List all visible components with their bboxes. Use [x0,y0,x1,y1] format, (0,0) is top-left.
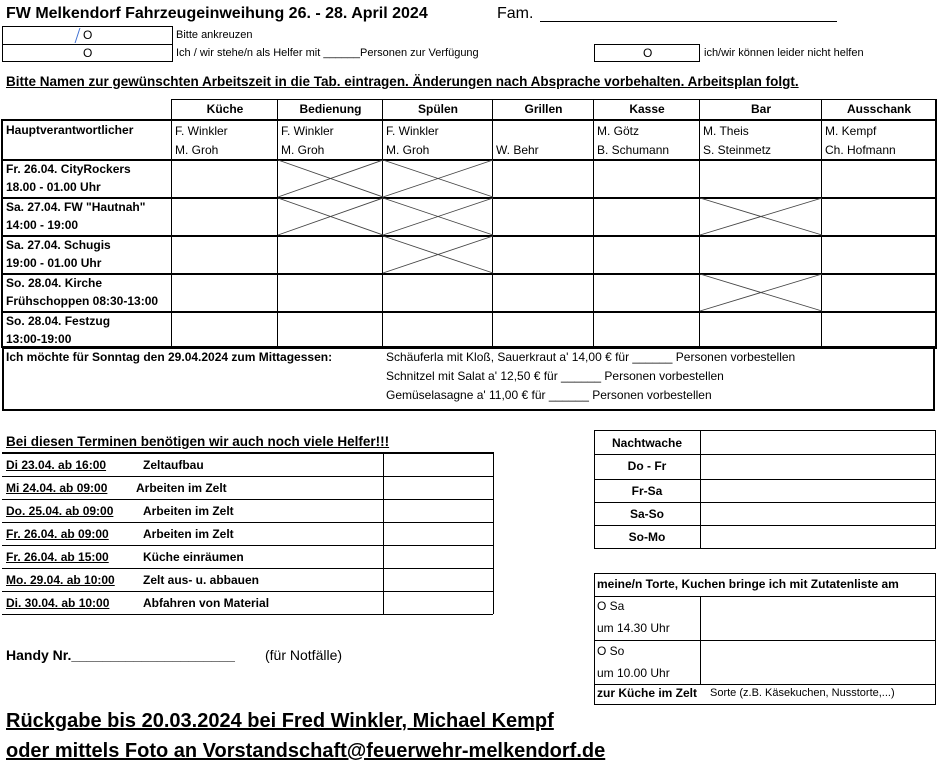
shift-label: Fr. 26.04. CityRockers [6,162,131,176]
torte-heading: meine/n Torte, Kuchen bringe ich mit Zutatenliste am [597,577,899,591]
termine-name-cell[interactable] [384,569,492,590]
shift-cell[interactable] [494,199,593,235]
termine-vline [493,453,494,614]
haupt-name: S. Steinmetz [703,143,772,157]
checkbox-helfer[interactable]: O [83,28,93,42]
shift-cell[interactable] [279,275,382,311]
haupt-name: Ch. Hofmann [825,143,896,157]
column-header: Spülen [417,102,458,116]
shift-cell[interactable] [595,313,699,347]
termine-date: Mi 24.04. ab 09:00 [6,481,108,495]
shift-cell[interactable] [494,161,593,197]
crossed-out-cell [383,198,493,235]
shift-cell[interactable] [494,237,593,273]
shift-cell[interactable] [595,275,699,311]
fam-label: Fam. [497,5,534,22]
torte-kueche-label: zur Küche im Zelt [597,686,698,700]
text-cursor [75,28,81,43]
torte-so-checkbox[interactable]: O So [597,644,625,658]
column-header: Bar [750,102,771,116]
termine-vline [383,453,384,614]
bitte-ankreuzen-label: Bitte ankreuzen [176,29,253,41]
termine-row [2,568,383,591]
shift-label: So. 28.04. Festzug [6,314,111,328]
nachtwache-row-label: Do - Fr [627,459,667,473]
shift-cell[interactable] [173,161,277,197]
shift-cell[interactable] [279,313,382,347]
shift-cell[interactable] [823,161,935,197]
haupt-name: B. Schumann [597,143,670,157]
table-hline [172,99,937,100]
shift-cell[interactable] [823,199,935,235]
shift-cell[interactable] [384,313,492,347]
helfer-personen-text: Ich / wir stehe/n als Helfer mit ______Personen zur Verfügung [176,47,479,59]
checkbox-helfer-personen[interactable]: O [83,46,93,60]
haupt-name: F. Winkler [175,124,228,138]
shift-cell[interactable] [494,313,593,347]
shift-label: So. 28.04. Kirche [6,276,103,290]
shift-cell[interactable] [279,237,382,273]
termine-name-cell[interactable] [384,454,492,475]
checkbox-nicht-helfen-cell[interactable] [594,44,700,62]
checkbox-nicht-helfen[interactable]: O [643,46,653,60]
shift-time: 13:00-19:00 [6,332,72,346]
haupt-name: M. Groh [386,143,430,157]
table-vline [1,119,3,348]
termine-name-cell[interactable] [384,500,492,521]
table-hline [2,119,937,121]
nachtwache-row-label: So-Mo [628,530,666,544]
termine-date: Di. 30.04. ab 10:00 [6,596,110,610]
shift-time: 18.00 - 01.00 Uhr [6,180,101,194]
mittagessen-label: Ich möchte für Sonntag den 29.04.2024 zum Mittagessen: [6,350,333,364]
column-header: Bedienung [299,102,362,116]
footer-line-2: oder mittels Foto an Vorstandschaft@feuerwehr-melkendorf.de [6,740,606,762]
shift-time: 19:00 - 01.00 Uhr [6,256,102,270]
haupt-name: F. Winkler [386,124,439,138]
crossed-out-cell [383,236,493,273]
haupt-name: M. Groh [175,143,219,157]
column-header: Grillen [524,102,563,116]
footer-line-1: Rückgabe bis 20.03.2024 bei Fred Winkler, Michael Kempf [6,710,554,732]
shift-cell[interactable] [173,199,277,235]
shift-label: Sa. 27.04. FW "Hautnah" [6,200,146,214]
shift-cell[interactable] [595,161,699,197]
handy-label [6,646,235,664]
haupt-name: M. Götz [597,124,640,138]
nachtwache-row-label: Sa-So [629,507,664,521]
checkbox-nicht-helfen-row-cell[interactable] [2,44,173,62]
shift-cell[interactable] [173,313,277,347]
shift-cell[interactable] [595,237,699,273]
termine-task: Zelt aus- u. abbauen [143,573,260,587]
haupt-name: M. Groh [281,143,325,157]
termine-date: Do. 25.04. ab 09:00 [6,504,114,518]
termine-date: Di 23.04. ab 16:00 [6,458,107,472]
nachtwache-row-label: Fr-Sa [631,484,663,498]
termine-name-cell[interactable] [384,523,492,544]
termine-task: Zeltaufbau [143,458,204,472]
shift-cell[interactable] [173,275,277,311]
nachtwache-header-cell [701,431,934,453]
torte-sorte-hint: Sorte (z.B. Käsekuchen, Nusstorte,...) [710,687,895,699]
termine-task: Arbeiten im Zelt [143,527,234,541]
shift-cell[interactable] [701,161,821,197]
crossed-out-cell [278,160,383,197]
table-vline [935,99,937,348]
checkbox-helfer-cell[interactable] [2,26,173,45]
crossed-out-cell [383,160,493,197]
termine-bottom-line [2,614,493,615]
termine-name-cell[interactable] [384,592,492,613]
termine-task: Arbeiten im Zelt [136,481,227,495]
termine-row [2,545,383,568]
crossed-out-cell [278,198,383,235]
helfer-heading: Bei diesen Terminen benötigen wir auch noch viele Helfer!!! [6,434,390,449]
handy-blank[interactable]: _____________________ [71,647,235,663]
termine-row [2,453,383,476]
shift-cell[interactable] [701,237,821,273]
nachtwache-name-cell[interactable] [701,455,934,478]
shift-time: 14:00 - 19:00 [6,218,79,232]
torte-sa-cell[interactable] [701,597,934,639]
termine-row [2,591,383,614]
shift-cell[interactable] [595,199,699,235]
torte-so-cell[interactable] [701,641,934,683]
table-vline [593,99,594,348]
instruction-text: Bitte Namen zur gewünschten Arbeitszeit in die Tab. eintragen. Änderungen nach Absprache vorbehalten. Arbeitsplan folgt. [6,74,799,89]
termine-task: Abfahren von Material [143,596,270,610]
fam-name-field[interactable] [540,2,837,22]
nachtwache-name-cell[interactable] [701,526,934,547]
termine-date: Fr. 26.04. ab 09:00 [6,527,109,541]
shift-time: Frühschoppen 08:30-13:00 [6,294,159,308]
column-header: Ausschank [846,102,912,116]
termine-row [2,476,383,499]
haupt-name: M. Kempf [825,124,877,138]
crossed-out-cell [700,274,822,311]
mittagessen-option-1[interactable]: Schäuferla mit Kloß, Sauerkraut a' 14,00 € für ______ Personen vorbestellen [386,350,796,364]
torte-sa-checkbox[interactable]: O Sa [597,599,625,613]
haupt-name: M. Theis [703,124,749,138]
shift-cell[interactable] [823,313,935,347]
termine-date: Mo. 29.04. ab 10:00 [6,573,115,587]
shift-cell[interactable] [384,275,492,311]
page-title: FW Melkendorf Fahrzeugeinweihung 26. - 28. April 2024 [6,5,428,22]
crossed-out-cell [700,198,822,235]
mittagessen-option-3[interactable]: Gemüselasagne a' 11,00 € für ______ Personen vorbestellen [386,388,712,402]
termine-name-cell[interactable] [384,477,492,498]
nicht-helfen-text: ich/wir können leider nicht helfen [704,47,864,59]
mittagessen-option-2[interactable]: Schnitzel mit Salat a' 12,50 € für ______ Personen vorbestellen [386,369,724,383]
haupt-name: W. Behr [496,143,539,157]
shift-cell[interactable] [173,237,277,273]
table-vline [171,99,172,348]
nachtwache-name-cell[interactable] [701,480,934,501]
column-header: Kasse [629,102,665,116]
termine-date: Fr. 26.04. ab 15:00 [6,550,109,564]
column-header: Küche [206,102,244,116]
termine-task: Arbeiten im Zelt [143,504,234,518]
nachtwache-name-cell[interactable] [701,503,934,524]
termine-task: Küche einräumen [143,550,244,564]
termine-name-cell[interactable] [384,546,492,567]
shift-cell[interactable] [823,275,935,311]
torte-so-time: um 10.00 Uhr [597,666,670,680]
termine-row [2,499,383,522]
shift-cell[interactable] [701,313,821,347]
nachtwache-header: Nachtwache [611,436,683,450]
haupt-name: F. Winkler [281,124,334,138]
termine-row [2,522,383,545]
haupt-label: Hauptverantwortlicher [6,123,134,137]
torte-sa-time: um 14.30 Uhr [597,621,670,635]
shift-cell[interactable] [494,275,593,311]
handy-label-text: Handy Nr. [6,647,72,663]
shift-cell[interactable] [823,237,935,273]
handy-note: (für Notfälle) [265,647,343,663]
shift-label: Sa. 27.04. Schugis [6,238,111,252]
